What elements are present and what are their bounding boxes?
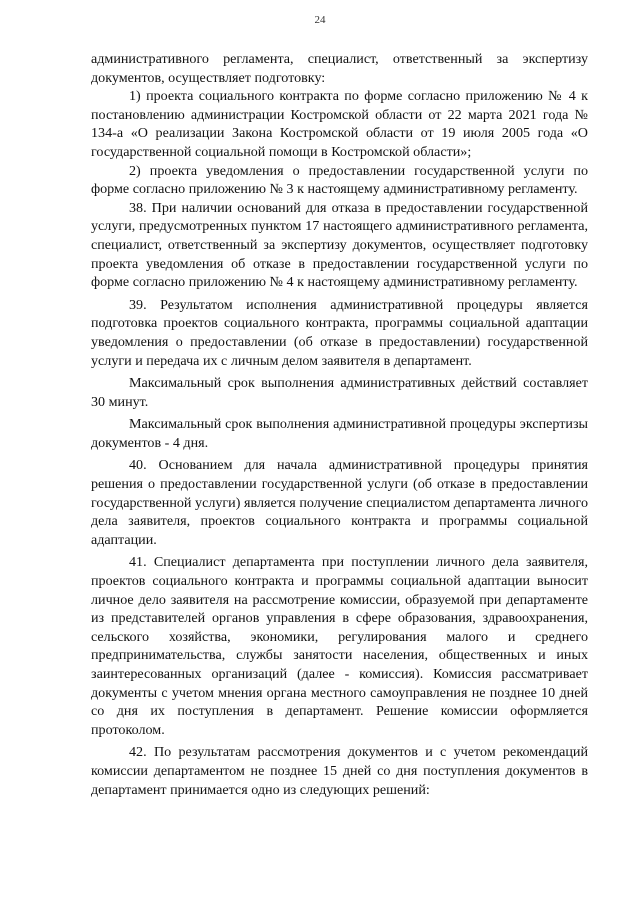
paragraph-40: 40. Основанием для начала административной процедуры принятия решения о предоставлении государственной услуги (об отказе в предоставлении государственной услуги) является получение специалистом департамента личного дела заявителя, проектов социального контракта и программы социальной адаптации. <box>91 457 588 548</box>
paragraph-39: 39. Результатом исполнения административной процедуры является подготовка проектов социального контракта, программы социальной адаптации уведомления о предоставлении (об отказе в предоставлении) государственной услуги и передача их с личным делом заявителя в департамент. <box>91 296 588 369</box>
paragraph-41: 41. Специалист департамента при поступлении личного дела заявителя, проектов социального контракта и программы социальной адаптации выносит личное дело заявителя на рассмотрение комиссии, образуемой при департаменте из представителей органов управления в сфере образования, здравоохранения, сельского хозяйства, экономики, регулирования малого и среднего предпринимательства, службы занятости населения, общественных и иных заинтересованных организаций (далее - комиссия). Комиссия рассматривает документы с учетом мнения органа местного самоуправления не позднее 10 дней со дня их поступления в департамент. Решение комиссии оформляется протоколом. <box>91 554 588 738</box>
paragraph-intro: административного регламента, специалист, ответственный за экспертизу документов, осуществляет подготовку: <box>91 51 588 86</box>
paragraph-42: 42. По результатам рассмотрения документов и с учетом рекомендаций комиссии департаментом не позднее 15 дней со дня поступления документов в департамент принимается одно из следующих решений: <box>91 744 588 798</box>
document-body <box>91 50 588 799</box>
page-number: 24 <box>314 14 326 26</box>
paragraph-item-1: 1) проекта социального контракта по форме согласно приложению № 4 к постановлению администрации Костромской области от 22 марта 2021 года № 134-а «О реализации Закона Костромской области от 19 июля 2005 года «О государственной социальной помощи в Костромской области»; <box>91 88 588 160</box>
paragraph-38: 38. При наличии оснований для отказа в предоставлении государственной услуги, предусмотренных пунктом 17 настоящего административного регламента, специалист, ответственный за экспертизу документов, осуществляет подготовку проекта уведомления об отказе в предоставлении государственной услуги по форме согласно приложению № 4 к настоящему административному регламенту. <box>91 199 588 291</box>
paragraph-max-time-procedure: Максимальный срок выполнения административной процедуры экспертизы документов - 4 дня. <box>91 416 588 451</box>
paragraph-max-time-actions: Максимальный срок выполнения административных действий составляет 30 минут. <box>91 375 588 410</box>
paragraph-item-2: 2) проекта уведомления о предоставлении государственной услуги по форме согласно приложению № 3 к настоящему административному регламенту. <box>91 162 588 198</box>
